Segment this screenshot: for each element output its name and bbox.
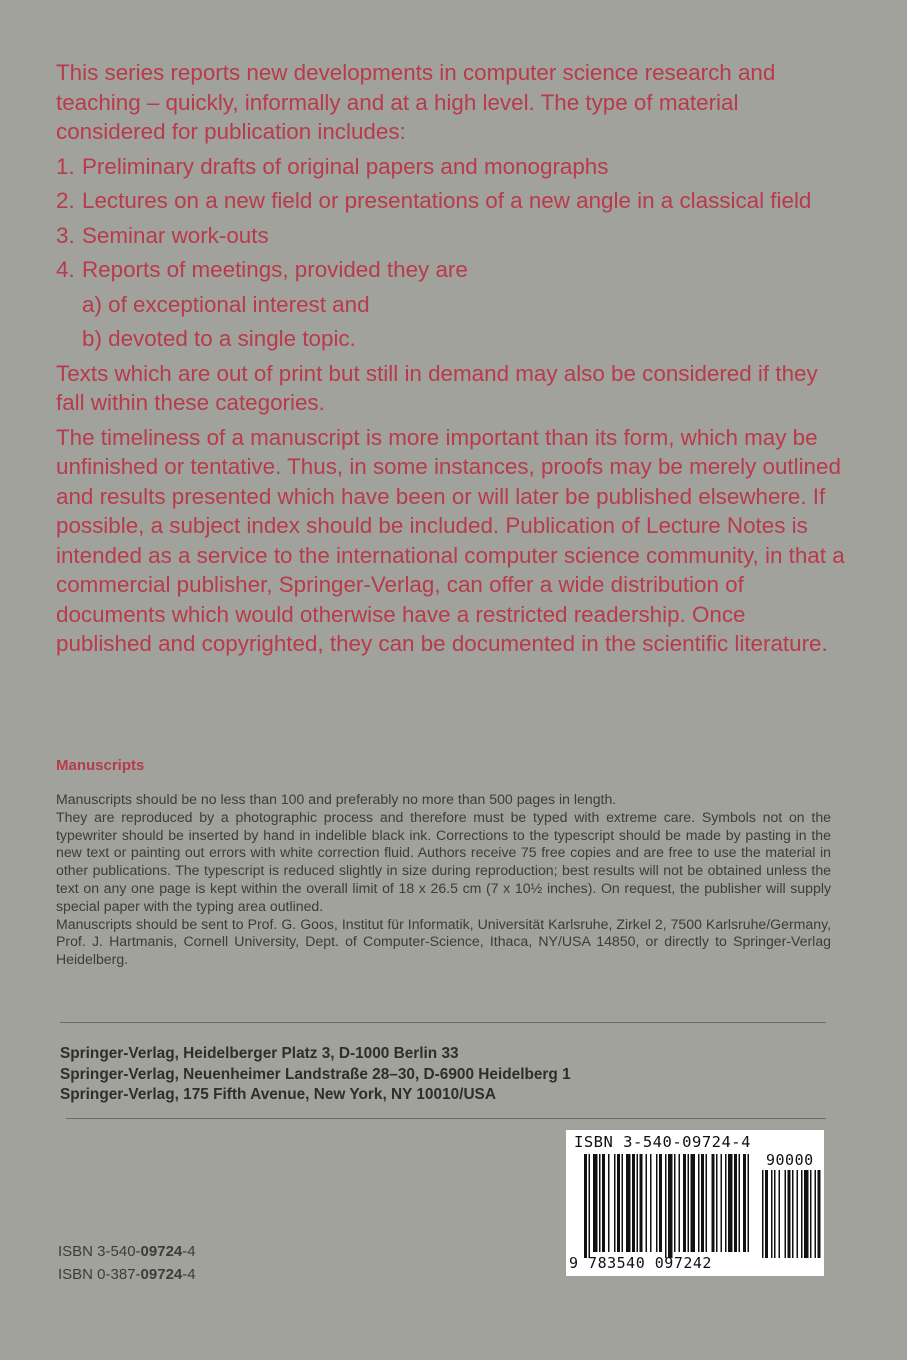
list-item xyxy=(56,186,846,216)
list-text: Reports of meetings, provided they are xyxy=(82,257,468,282)
barcode-addon-bar xyxy=(762,1170,764,1258)
barcode-bar xyxy=(712,1154,715,1252)
barcode-addon-bar xyxy=(779,1170,781,1258)
barcode-bar xyxy=(617,1154,620,1252)
list-item xyxy=(56,152,846,182)
barcode-bar xyxy=(688,1154,690,1252)
out-of-print-note: Texts which are out of print but still in demand may also be considered if they fall within these categories. xyxy=(56,360,818,415)
barcode-bar xyxy=(589,1154,591,1258)
list-text: Seminar work-outs xyxy=(82,222,269,248)
barcode-addon-bar xyxy=(810,1170,812,1258)
sub-list-item: a) of exceptional interest and xyxy=(82,291,370,317)
list-number: 3. xyxy=(56,222,75,248)
barcode-addon-bar xyxy=(771,1170,773,1258)
manuscripts-submission: Manuscripts should be sent to Prof. G. Goos, Institut für Informatik, Universität Karlsruhe, Zirkel 2, 7500 Karlsruhe/Germany, Prof. J. Hartmanis, Cornell University, Dept. of Computer-Science, Ithaca, NY/USA 14850, or directly to Springer-Verlag Heidelberg. xyxy=(56,915,831,968)
list-item xyxy=(56,255,846,285)
manuscripts-heading: Manuscripts xyxy=(56,757,145,774)
barcode-bar xyxy=(701,1154,704,1252)
barcode-isbn-text: ISBN 3-540-09724-4 xyxy=(574,1133,751,1151)
barcode-bar xyxy=(748,1154,750,1252)
barcode-bar xyxy=(721,1154,723,1252)
barcode-bar xyxy=(637,1154,639,1252)
barcode-ean-number: 9 783540 097242 xyxy=(569,1254,712,1272)
barcode-bar xyxy=(739,1154,741,1252)
barcode-bar xyxy=(725,1154,727,1252)
address-new-york: Springer-Verlag, 175 Fifth Avenue, New York, NY 10010/USA xyxy=(60,1086,496,1103)
list-number: 2. xyxy=(56,188,75,213)
list-item xyxy=(56,221,846,251)
barcode-bar xyxy=(608,1154,610,1252)
barcode-bar xyxy=(640,1154,643,1252)
barcode-addon-bar xyxy=(785,1170,787,1258)
intro-opening: This series reports new developments in computer science research and teaching – quickly, informally and at a high level. The type of material considered for publication includes: xyxy=(56,60,776,144)
barcode-addon-bar xyxy=(765,1170,768,1258)
barcode-bar xyxy=(668,1154,673,1258)
barcode-bar xyxy=(614,1154,616,1252)
barcode-bar xyxy=(602,1154,605,1252)
barcode-bar xyxy=(679,1154,681,1252)
list-number: 4. xyxy=(56,257,75,282)
barcode-bar xyxy=(665,1154,667,1258)
series-description xyxy=(56,58,846,659)
barcode-bar xyxy=(646,1154,648,1252)
barcode-label xyxy=(566,1130,824,1276)
divider-bottom xyxy=(66,1118,826,1119)
barcode-addon-bar xyxy=(788,1170,791,1258)
timeliness-paragraph: The timeliness of a manuscript is more important than its form, which may be unfinished or tentative. Thus, in some instances, proofs may be merely outlined and results presented which have been or will later be published elsewhere. If possible, a subject index should be included. Publication of Lecture Notes is intended as a service to the international computer science community, in that a commercial publisher, Springer-Verlag, can offer a wide distribution of documents which would otherwise have a restricted readership. Once published and copyrighted, they can be documented in the scientific literature. xyxy=(56,424,845,656)
barcode-addon-bar xyxy=(815,1170,817,1258)
list-number: 1. xyxy=(56,153,75,179)
manuscripts-typing: They are reproduced by a photographic process and therefore must be typed with extreme care. Symbols not on the typewriter should be inserted by hand in indelible black ink. Corrections to the typescript should be made by pasting in the new text or painting out errors with white correction fluid. Authors receive 75 free copies and are free to use the material in other publications. The typescript is reduced slightly in size during reproduction; best results will not be obtained unless the text on any one page is kept within the overall limit of 18 x 26.5 cm (7 x 10½ inches). On request, the publisher will supply special paper with the typing area outlined. xyxy=(56,808,831,914)
barcode-bar xyxy=(650,1154,652,1252)
isbn-springer-new-york: ISBN 0-387-09724-4 xyxy=(58,1266,196,1283)
barcode-bar xyxy=(691,1154,696,1252)
barcode-bar xyxy=(683,1154,686,1252)
barcode-bar xyxy=(584,1154,587,1258)
barcode-bar xyxy=(674,1154,676,1252)
barcode-addon-bar xyxy=(792,1170,794,1258)
barcode-addon-bar xyxy=(818,1170,821,1258)
barcode-bar xyxy=(743,1154,746,1252)
barcode-bar xyxy=(593,1154,598,1252)
address-heidelberg: Springer-Verlag, Neuenheimer Landstraße 28–30, D-6900 Heidelberg 1 xyxy=(60,1065,571,1083)
barcode-addon-bar xyxy=(804,1170,809,1258)
barcode-bar xyxy=(656,1154,658,1252)
barcode-bar xyxy=(659,1154,662,1252)
barcode-addon-bar xyxy=(801,1170,803,1258)
isbn-list xyxy=(58,1240,196,1286)
barcode-bar xyxy=(728,1154,733,1252)
sub-list-item: b) devoted to a single topic. xyxy=(82,326,356,351)
divider-top xyxy=(60,1022,826,1023)
barcode-bar xyxy=(599,1154,601,1252)
barcode-bar xyxy=(734,1154,737,1252)
list-text: Lectures on a new field or presentations of a new angle in a classical field xyxy=(82,188,812,213)
manuscripts-length: Manuscripts should be no less than 100 and preferably no more than 500 pages in length. xyxy=(56,791,617,807)
barcode-addon-bar xyxy=(797,1170,799,1258)
manuscripts-body xyxy=(56,791,831,969)
barcode-addon-bar xyxy=(774,1170,776,1258)
barcode-bar xyxy=(716,1154,718,1252)
barcode-bar xyxy=(706,1154,708,1252)
address-berlin: Springer-Verlag, Heidelberger Platz 3, D-1000 Berlin 33 xyxy=(60,1045,459,1062)
material-list xyxy=(56,152,846,354)
isbn-springer-berlin: ISBN 3-540-09724-4 xyxy=(58,1243,196,1260)
barcode-bar xyxy=(632,1154,635,1252)
publisher-addresses xyxy=(60,1044,571,1106)
barcode-bar xyxy=(698,1154,700,1252)
barcode-bar xyxy=(626,1154,631,1252)
barcode-addon-number: 90000 xyxy=(766,1151,814,1169)
list-text: Preliminary drafts of original papers and monographs xyxy=(82,153,609,179)
barcode-bar xyxy=(622,1154,624,1252)
